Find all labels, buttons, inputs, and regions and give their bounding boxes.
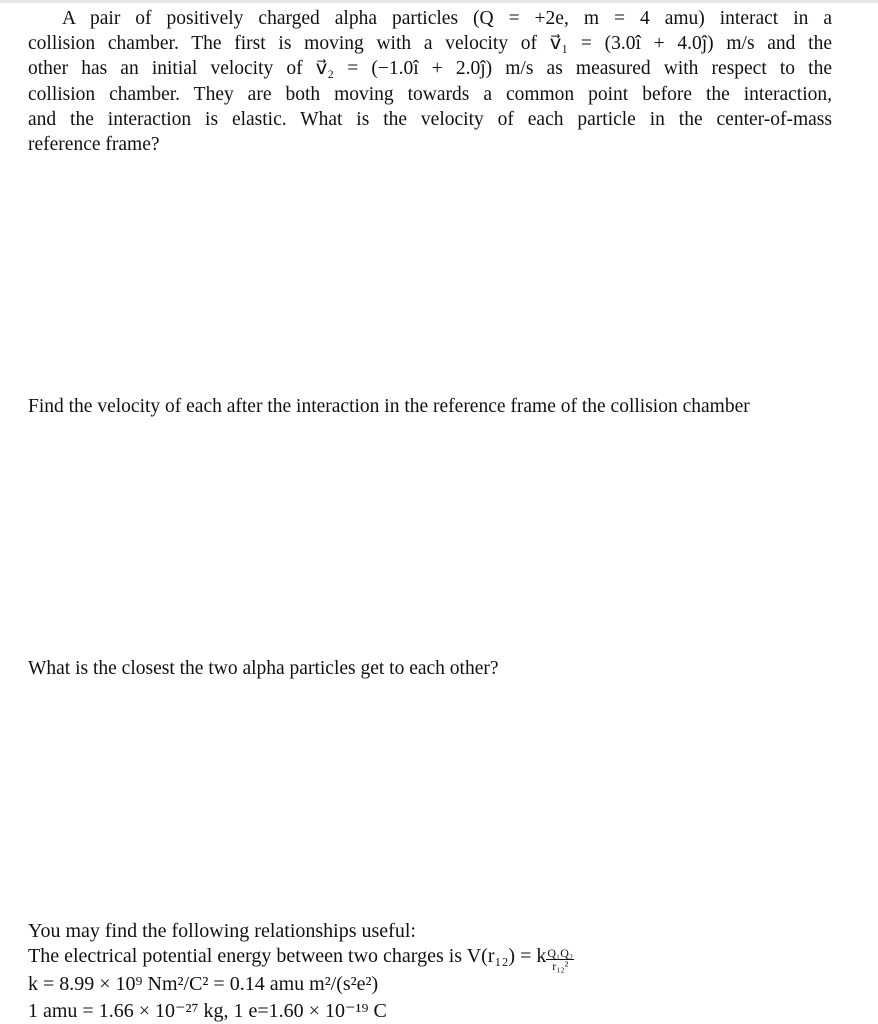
- question-3: What is the closest the two alpha particles get to each other?: [28, 658, 499, 679]
- fraction: [546, 947, 574, 972]
- potential-energy-formula: [28, 943, 574, 972]
- fraction-denominator: r₁₂²: [552, 959, 569, 973]
- problem-line: other has an initial velocity of v⃗₂ = (−1.0î + 2.0ĵ) m/s as measured with respect to the: [28, 58, 832, 79]
- problem-line: collision chamber. The first is moving with a velocity of v⃗₁ = (3.0î + 4.0ĵ) m/s and the: [28, 33, 832, 54]
- unit-conversions: 1 amu = 1.66 × 10⁻²⁷ kg, 1 e=1.60 × 10⁻¹⁹ C: [28, 1000, 387, 1022]
- potential-text: The electrical potential energy between two charges is V(r₁₂) = k: [28, 945, 547, 967]
- fraction-numerator: Q₁Q₂: [547, 946, 574, 960]
- reference-intro: You may find the following relationships useful:: [28, 920, 416, 942]
- problem-line: A pair of positively charged alpha particles (Q = +2e, m = 4 amu) interact in a: [62, 8, 832, 29]
- question-2: Find the velocity of each after the interaction in the reference frame of the collision chamber: [28, 396, 750, 417]
- problem-line: and the interaction is elastic. What is the velocity of each particle in the center-of-mass: [28, 109, 832, 130]
- problem-line: reference frame?: [28, 134, 160, 155]
- k-constant: k = 8.99 × 10⁹ Nm²/C² = 0.14 amu m²/(s²e²): [28, 973, 379, 995]
- problem-line: collision chamber. They are both moving towards a common point before the interaction,: [28, 84, 832, 105]
